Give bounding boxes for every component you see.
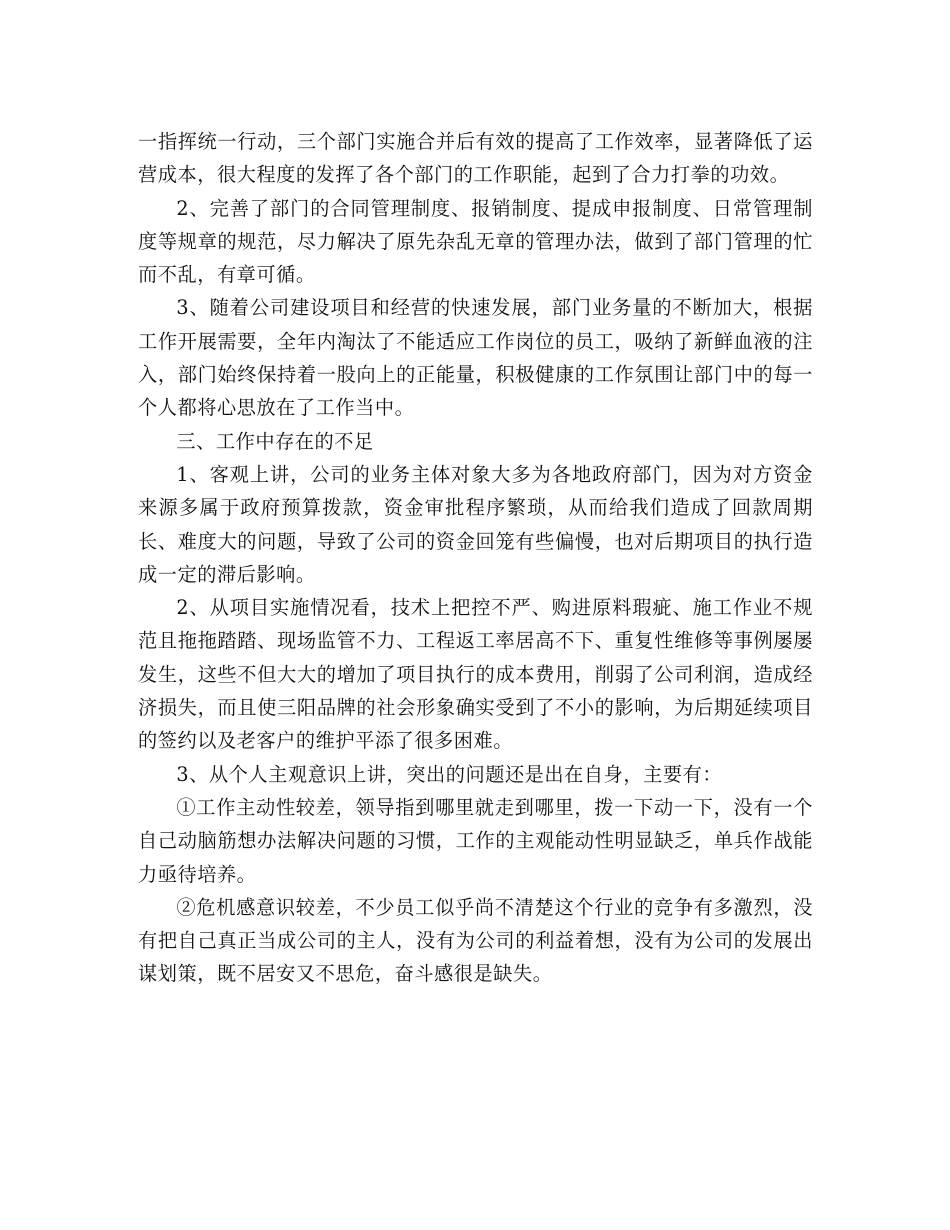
paragraph-item-3-subjective: 3、从个人主观意识上讲，突出的问题还是出在自身，主要有： [176, 762, 723, 786]
paragraph-item-1-objective: 1、客观上讲，公司的业务主体对象大多为各地政府部门，因为对方资金来源多属于政府预算拨款，资金审批程序繁琐，从而给我们造成了回款周期长、难度大的问题，导致了公司的资金回笼有些偏慢，也对后期项目的执行造成一定的滞后影响。 [138, 462, 813, 586]
paragraph-item-3-staffing: 3、随着公司建设项目和经营的快速发展，部门业务量的不断加大，根据工作开展需要，全年内淘汰了不能适应工作岗位的员工，吸纳了新鲜血液的注入，部门始终保持着一股向上的正能量，积极健康的工作氛围让部门中的每一个人都将心思放在了工作当中。 [138, 296, 813, 420]
paragraph-subitem-initiative: ①工作主动性较差，领导指到哪里就走到哪里，拨一下动一下，没有一个自己动脑筋想办法解决问题的习惯，工作的主观能动性明显缺乏，单兵作战能力亟待培养。 [138, 795, 813, 886]
document-body [138, 125, 813, 991]
section-heading-shortcomings: 三、工作中存在的不足 [176, 429, 374, 453]
paragraph-item-2-project-execution: 2、从项目实施情况看，技术上把控不严、购进原料瑕疵、施工作业不规范且拖拖踏踏、现场监管不力、工程返工率居高不下、重复性维修等事例屡屡发生，这些不但大大的增加了项目执行的成本费用，削弱了公司利润，造成经济损失，而且使三阳品牌的社会形象确实受到了不小的影响，为后期延续项目的签约以及老客户的维护平添了很多困难。 [138, 596, 813, 753]
paragraph-item-2-management-system: 2、完善了部门的合同管理制度、报销制度、提成申报制度、日常管理制度等规章的规范，尽力解决了原先杂乱无章的管理办法，做到了部门管理的忙而不乱，有章可循。 [138, 196, 813, 287]
paragraph-subitem-crisis-awareness: ②危机感意识较差，不少员工似乎尚不清楚这个行业的竞争有多激烈，没有把自己真正当成公司的主人，没有为公司的利益着想，没有为公司的发展出谋划策，既不居安又不思危，奋斗感很是缺失。 [138, 895, 813, 986]
paragraph-continuation: 一指挥统一行动，三个部门实施合并后有效的提高了工作效率，显著降低了运营成本，很大程度的发挥了各个部门的工作职能，起到了合力打拳的功效。 [138, 130, 813, 187]
